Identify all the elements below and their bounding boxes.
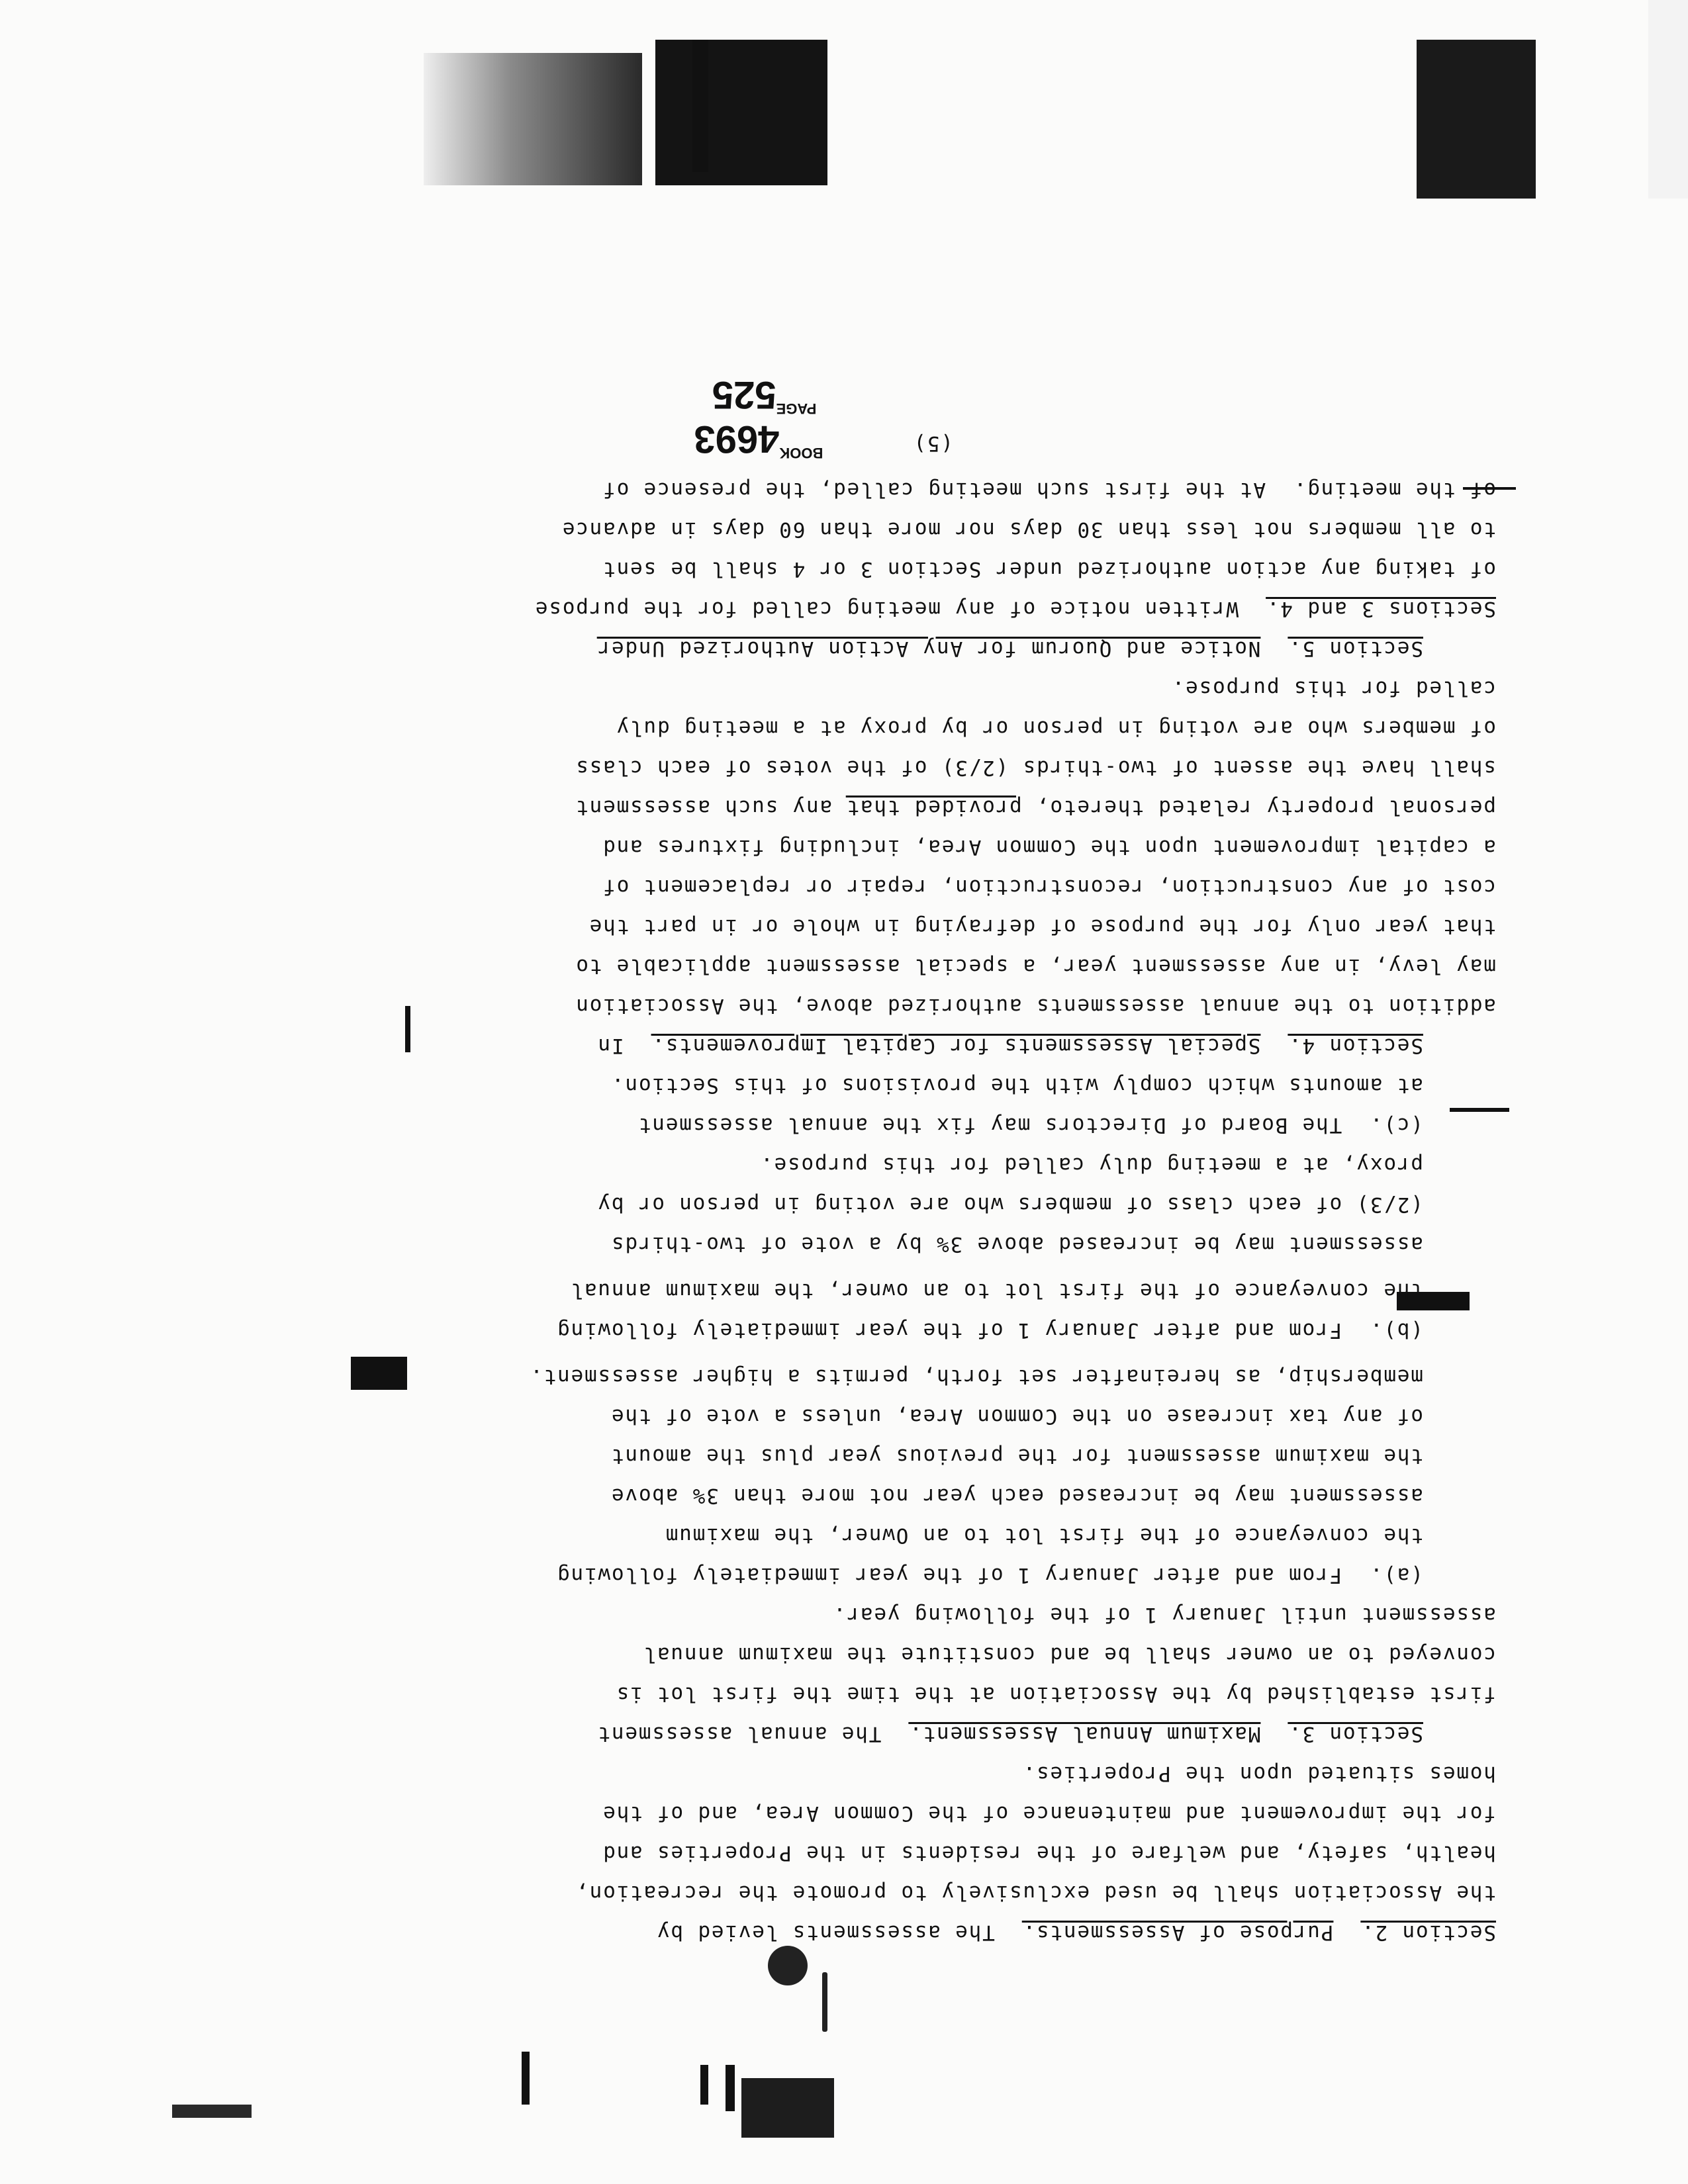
section-3-line <box>597 1721 1423 1747</box>
text-line: for the improvement and maintenance of the Common Area, and of the <box>602 1801 1496 1825</box>
text-line: proxy, at a meeting duly called for this purpose. <box>759 1153 1423 1177</box>
text-line: health, safety, and welfare of the residents in the Properties and <box>602 1841 1496 1865</box>
page-ref: 525 <box>712 373 776 416</box>
section-5-title: Notice and Quorum for Any Action Authorized Under <box>596 637 1261 660</box>
text-line: at amounts which comply with the provisions of this Section. <box>610 1073 1423 1097</box>
scan-artifact-edge <box>1648 0 1688 199</box>
text-line: called for this purpose. <box>1170 676 1496 700</box>
section-3-heading: Section 3. <box>1288 1722 1423 1746</box>
text-line: (b). From and after January 1 of the year immediately following <box>556 1318 1423 1342</box>
text-line: of members who are voting in person or by proxy at a meeting duly <box>615 716 1496 740</box>
scan-artifact-bar <box>172 2105 252 2118</box>
book-label: BOOK <box>779 445 823 461</box>
scan-artifact-dark-block <box>351 1357 407 1390</box>
scan-artifact-bar <box>726 2065 735 2111</box>
text-line: (2/3) of each class of members who are voting in person or by <box>596 1193 1423 1216</box>
section-5-line-2 <box>534 596 1496 622</box>
section-2-heading: Section 2. <box>1360 1921 1496 1944</box>
section-4-heading: Section 4. <box>1288 1034 1423 1058</box>
text-line: that year only for the purpose of defraying in whole or in part the <box>588 915 1496 938</box>
text-line: may levy, in any assessment year, a special assessment applicable to <box>575 954 1496 978</box>
section-5-line <box>597 635 1423 662</box>
page-label: PAGE <box>776 400 817 417</box>
ink-blot <box>768 1946 808 1985</box>
text-line: (a). From and after January 1 of the year immediately following <box>556 1563 1423 1587</box>
section-5-heading: Section 5. <box>1288 637 1423 660</box>
section-3-text: The annual assessment <box>596 1722 909 1746</box>
text-line: (c). The Board of Directors may fix the annual assessment <box>637 1113 1423 1137</box>
text-line: the maximum assessment for the previous year plus the amount <box>610 1444 1423 1468</box>
section-2-text: The assessments levied by <box>656 1921 1022 1944</box>
text-line: assessment may be increased each year not more than 3% above <box>610 1484 1423 1508</box>
ink-blot <box>822 1972 827 2032</box>
section-5-title-cont: Sections 3 and 4. <box>1266 597 1496 621</box>
book-stamp <box>694 361 841 473</box>
text-line: of the meeting. At the first such meeting called, the presence of <box>602 478 1496 502</box>
scan-artifact-dark-block <box>741 2078 834 2138</box>
section-2-line <box>656 1919 1496 1946</box>
scan-artifact-dark-block <box>1417 40 1536 199</box>
text-line: conveyed to an owner shall be and constitute the maximum annual <box>642 1643 1496 1666</box>
scan-artifact-dark-block <box>655 40 827 185</box>
text-line: of any tax increase on the Common Area, unless a vote of the <box>610 1404 1423 1428</box>
book-number: 4693 <box>694 418 780 461</box>
proviso-line <box>575 794 1496 821</box>
scan-artifact-gray-band <box>424 53 642 185</box>
section-2-title: Purpose of Assessments. <box>1021 1921 1334 1944</box>
text-line: to all members not less than 30 days nor more than 60 days in advance <box>561 518 1496 541</box>
section-3-title: Maximum Annual Assessment. <box>908 1722 1261 1746</box>
text-line: the conveyance of the first lot to an owner, the maximum annual <box>569 1279 1423 1302</box>
page-number: (5) <box>912 432 953 455</box>
text-line: the conveyance of the first lot to an Owner, the maximum <box>665 1524 1423 1547</box>
scan-artifact-bar <box>522 2052 530 2105</box>
text-line: membership, as hereinafter set forth, permits a higher assessment. <box>529 1365 1423 1388</box>
text-line: first established by the Association at the time the first lot is <box>615 1682 1496 1706</box>
proviso-pre: personal property related thereto, <box>1021 796 1496 819</box>
proviso-post: any such assessment <box>575 796 846 819</box>
section-5-text: Written notice of any meeting called for the purpose <box>534 597 1266 621</box>
section-4-text: In <box>596 1034 651 1058</box>
margin-mark <box>405 1006 410 1052</box>
section-4-title: Special Assessments for Capital Improvements. <box>651 1034 1261 1058</box>
text-line: a capital improvement upon the Common Area, including fixtures and <box>602 835 1496 859</box>
text-line: cost of any construction, reconstruction, repair or replacement of <box>602 875 1496 899</box>
text-line: the Association shall be used exclusively to promote the recreation, <box>575 1881 1496 1905</box>
text-line: homes situated upon the Properties. <box>1021 1762 1496 1786</box>
text-line: of taking any action authorized under Section 3 or 4 shall be sent <box>602 557 1496 581</box>
proviso-underlined: provided that <box>845 796 1022 819</box>
text-line: assessment may be increased above 3% by a vote of two-thirds <box>610 1232 1423 1256</box>
section-4-line <box>597 1032 1423 1059</box>
margin-mark <box>1450 1108 1509 1112</box>
scan-artifact-bar <box>700 2065 708 2105</box>
scan-artifact-bar <box>692 40 708 172</box>
text-line: addition to the annual assessments authorized above, the Association <box>575 994 1496 1018</box>
text-line: shall have the assent of two-thirds (2/3) of the votes of each class <box>575 756 1496 780</box>
text-line: assessment until January 1 of the following year. <box>832 1603 1496 1627</box>
